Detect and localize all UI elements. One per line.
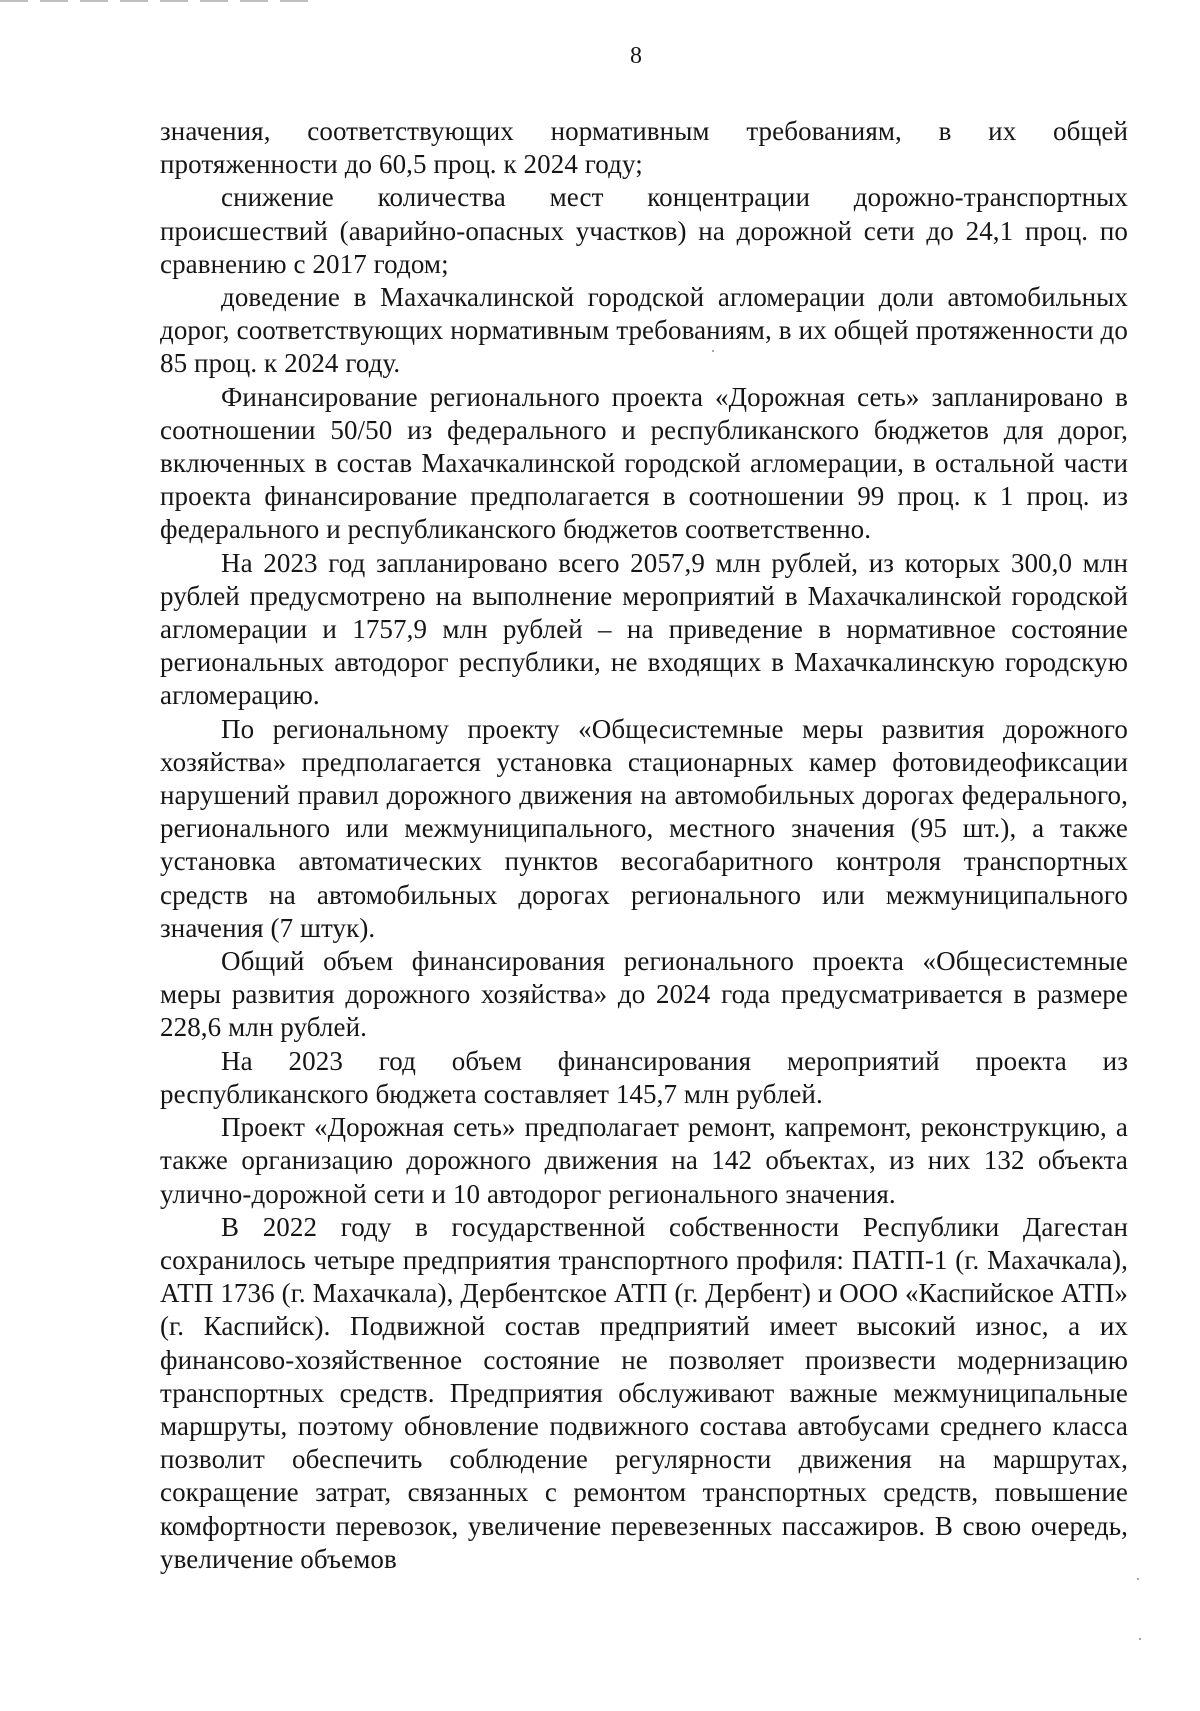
- paragraph-accident-reduction: снижение количества мест концентрации дорожно-транспортных происшествий (аварийно-опасных участков) на дорожной сети до 24,1 проц. по сравнению с 2017 годом;: [160, 182, 1128, 279]
- paragraph-transport-enterprises: В 2022 году в государственной собственности Республики Дагестан сохранилось четыре предприятия транспортного профиля: ПАТП-1 (г. Махачкала), АТП 1736 (г. Махачкала), Дербентское АТП (г. Дербент) и ООО «Каспийское АТП» (г. Каспийск). Подвижной состав предприятий имеет высокий износ, а их финансово-хозяйственное состояние не позволяет произвести модернизацию транспортных средств. Предприятия обслуживают важные межмуниципальные маршруты, поэтому обновление подвижного состава автобусами среднего класса позволит обеспечить соблюдение регулярности движения на маршрутах, сокращение затрат, связанных с ремонтом транспортных средств, повышение комфортности перевозок, увеличение перевезенных пассажиров. В свою очередь, увеличение объемов: [160, 1211, 1128, 1574]
- paragraph-agglomeration-roads: доведение в Махачкалинской городской агломерации доли автомобильных дорог, соответствующих нормативным требованиям, в их общей протяженности до 85 проц. к 2024 году.: [160, 282, 1128, 379]
- paragraph-continued: значения, соответствующих нормативным требованиям, в их общей протяженности до 60,5 проц. к 2024 году;: [160, 116, 1128, 180]
- scan-speck: [712, 350, 714, 352]
- page-number: 8: [630, 43, 642, 69]
- paragraph-cameras-weight-control: По региональному проекту «Общесистемные меры развития дорожного хозяйства» предполагается установка стационарных камер фотовидеофиксации нарушений правил дорожного движения на автомобильных дорогах федерального, регионального или межмуниципального, местного значения (95 шт.), а также установка автоматических пунктов весогабаритного контроля транспортных средств на автомобильных дорогах регионального или межмуниципального значения (7 штук).: [160, 713, 1128, 943]
- paragraph-financing-ratio: Финансирование регионального проекта «Дорожная сеть» запланировано в соотношении 50/50 из федерального и республиканского бюджетов для дорог, включенных в состав Махачкалинской городской агломерации, в остальной части проекта финансирование предполагается в соотношении 99 проц. к 1 проц. из федерального и республиканского бюджетов соответственно.: [160, 381, 1128, 545]
- paragraph-road-objects: Проект «Дорожная сеть» предполагает ремонт, капремонт, реконструкцию, а также организацию дорожного движения на 142 объектах, из них 132 объекта улично-дорожной сети и 10 автодорог регионального значения.: [160, 1112, 1128, 1209]
- paragraph-republican-budget: На 2023 год объем финансирования мероприятий проекта из республиканского бюджета составляет 145,7 млн рублей.: [160, 1045, 1128, 1109]
- document-body: [160, 115, 1128, 1576]
- paragraph-2023-budget: На 2023 год запланировано всего 2057,9 млн рублей, из которых 300,0 млн рублей предусмотрено на выполнение мероприятий в Махачкалинской городской агломерации и 1757,9 млн рублей – на приведение в нормативное состояние региональных автодорог республики, не входящих в Махачкалинскую городскую агломерацию.: [160, 547, 1128, 711]
- scan-edge-artifact: [0, 0, 320, 2]
- scan-speck: [1139, 1638, 1141, 1640]
- scan-speck: [1137, 1578, 1139, 1580]
- paragraph-total-financing: Общий объем финансирования регионального проекта «Общесистемные меры развития дорожного хозяйства» до 2024 года предусматривается в размере 228,6 млн рублей.: [160, 946, 1128, 1043]
